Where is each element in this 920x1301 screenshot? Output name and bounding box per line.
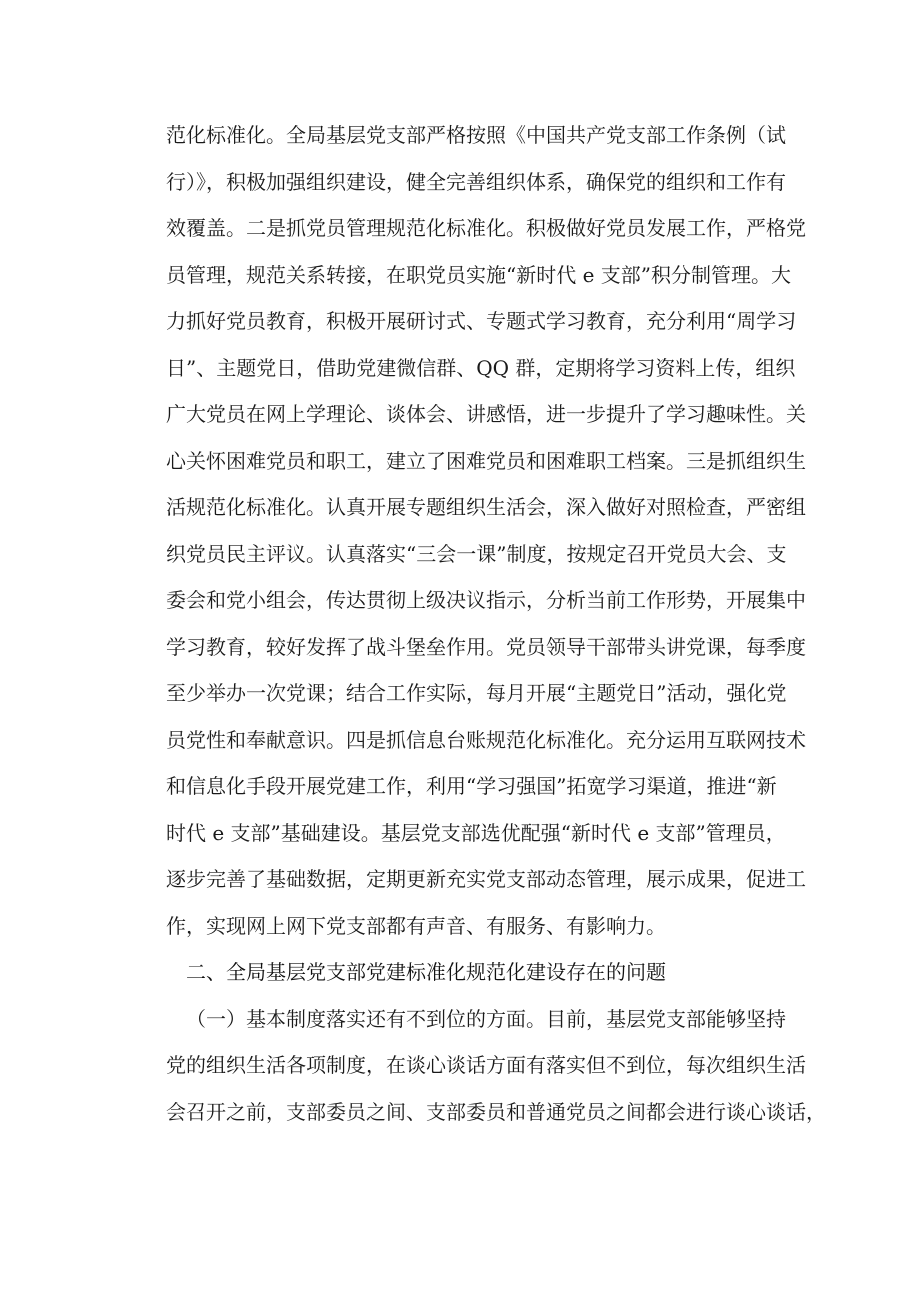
text-line: 行）》，积极加强组织建设，健全完善组织体系，确保党的组织和工作有: [166, 169, 786, 194]
text-line: 范化标准化。全局基层党支部严格按照《中国共产党支部工作条例（试: [166, 123, 786, 147]
text-line: 心关怀困难党员和职工，建立了困难党员和困难职工档案。三是抓组织生: [166, 448, 806, 473]
text-line: 和信息化手段开展党建工作，利用“学习强国”拓宽学习渠道，推进“新: [166, 774, 777, 798]
text-line: 作，实现网上网下党支部都有声音、有服务、有影响力。: [166, 913, 666, 938]
text-line: 员管理，规范关系转接，在职党员实施“新时代 e 支部”积分制管理。大: [166, 262, 791, 287]
text-line: 学习教育，较好发挥了战斗堡垒作用。党员领导干部带头讲党课，每季度: [166, 634, 806, 659]
text-line: 效覆盖。二是抓党员管理规范化标准化。积极做好党员发展工作，严格党: [166, 216, 806, 240]
text-line: 日”、主题党日，借助党建微信群、QQ 群，定期将学习资料上传，组织: [166, 355, 796, 380]
paragraph-1: [166, 112, 806, 949]
text-line: 广大党员在网上学理论、谈体会、讲感悟，进一步提升了学习趣味性。关: [166, 402, 806, 426]
text-line: 逐步完善了基础数据，定期更新充实党支部动态管理，展示成果，促进工: [166, 867, 806, 891]
text-line: 委会和党小组会，传达贯彻上级决议指示，分析当前工作形势，开展集中: [166, 588, 806, 612]
text-line: 会召开之前，支部委员之间、支部委员和普通党员之间都会进行谈心谈话，: [166, 1099, 826, 1124]
text-line: 时代 e 支部”基础建设。基层党支部选优配强“新时代 e 支部”管理员，: [166, 820, 786, 845]
document-body: [166, 112, 826, 1135]
text-line: （一）基本制度落实还有不到位的方面。目前，基层党支部能够坚持: [186, 1006, 786, 1031]
paragraph-2: [166, 996, 826, 1136]
text-line: 力抓好党员教育，积极开展研讨式、专题式学习教育，充分利用“周学习: [166, 309, 797, 333]
section-heading: 二、全局基层党支部党建标准化规范化建设存在的问题: [186, 960, 666, 984]
text-line: 党的组织生活各项制度，在谈心谈话方面有落实但不到位，每次组织生活: [166, 1053, 806, 1077]
text-line: 活规范化标准化。认真开展专题组织生活会，深入做好对照检查，严密组: [166, 495, 806, 519]
text-line: 至少举办一次党课；结合工作实际，每月开展“主题党日”活动，强化党: [166, 681, 787, 705]
text-line: 员党性和奉献意识。四是抓信息台账规范化标准化。充分运用互联网技术: [166, 727, 806, 752]
text-line: 织党员民主评议。认真落实“三会一课”制度，按规定召开党员大会、支: [166, 541, 787, 566]
